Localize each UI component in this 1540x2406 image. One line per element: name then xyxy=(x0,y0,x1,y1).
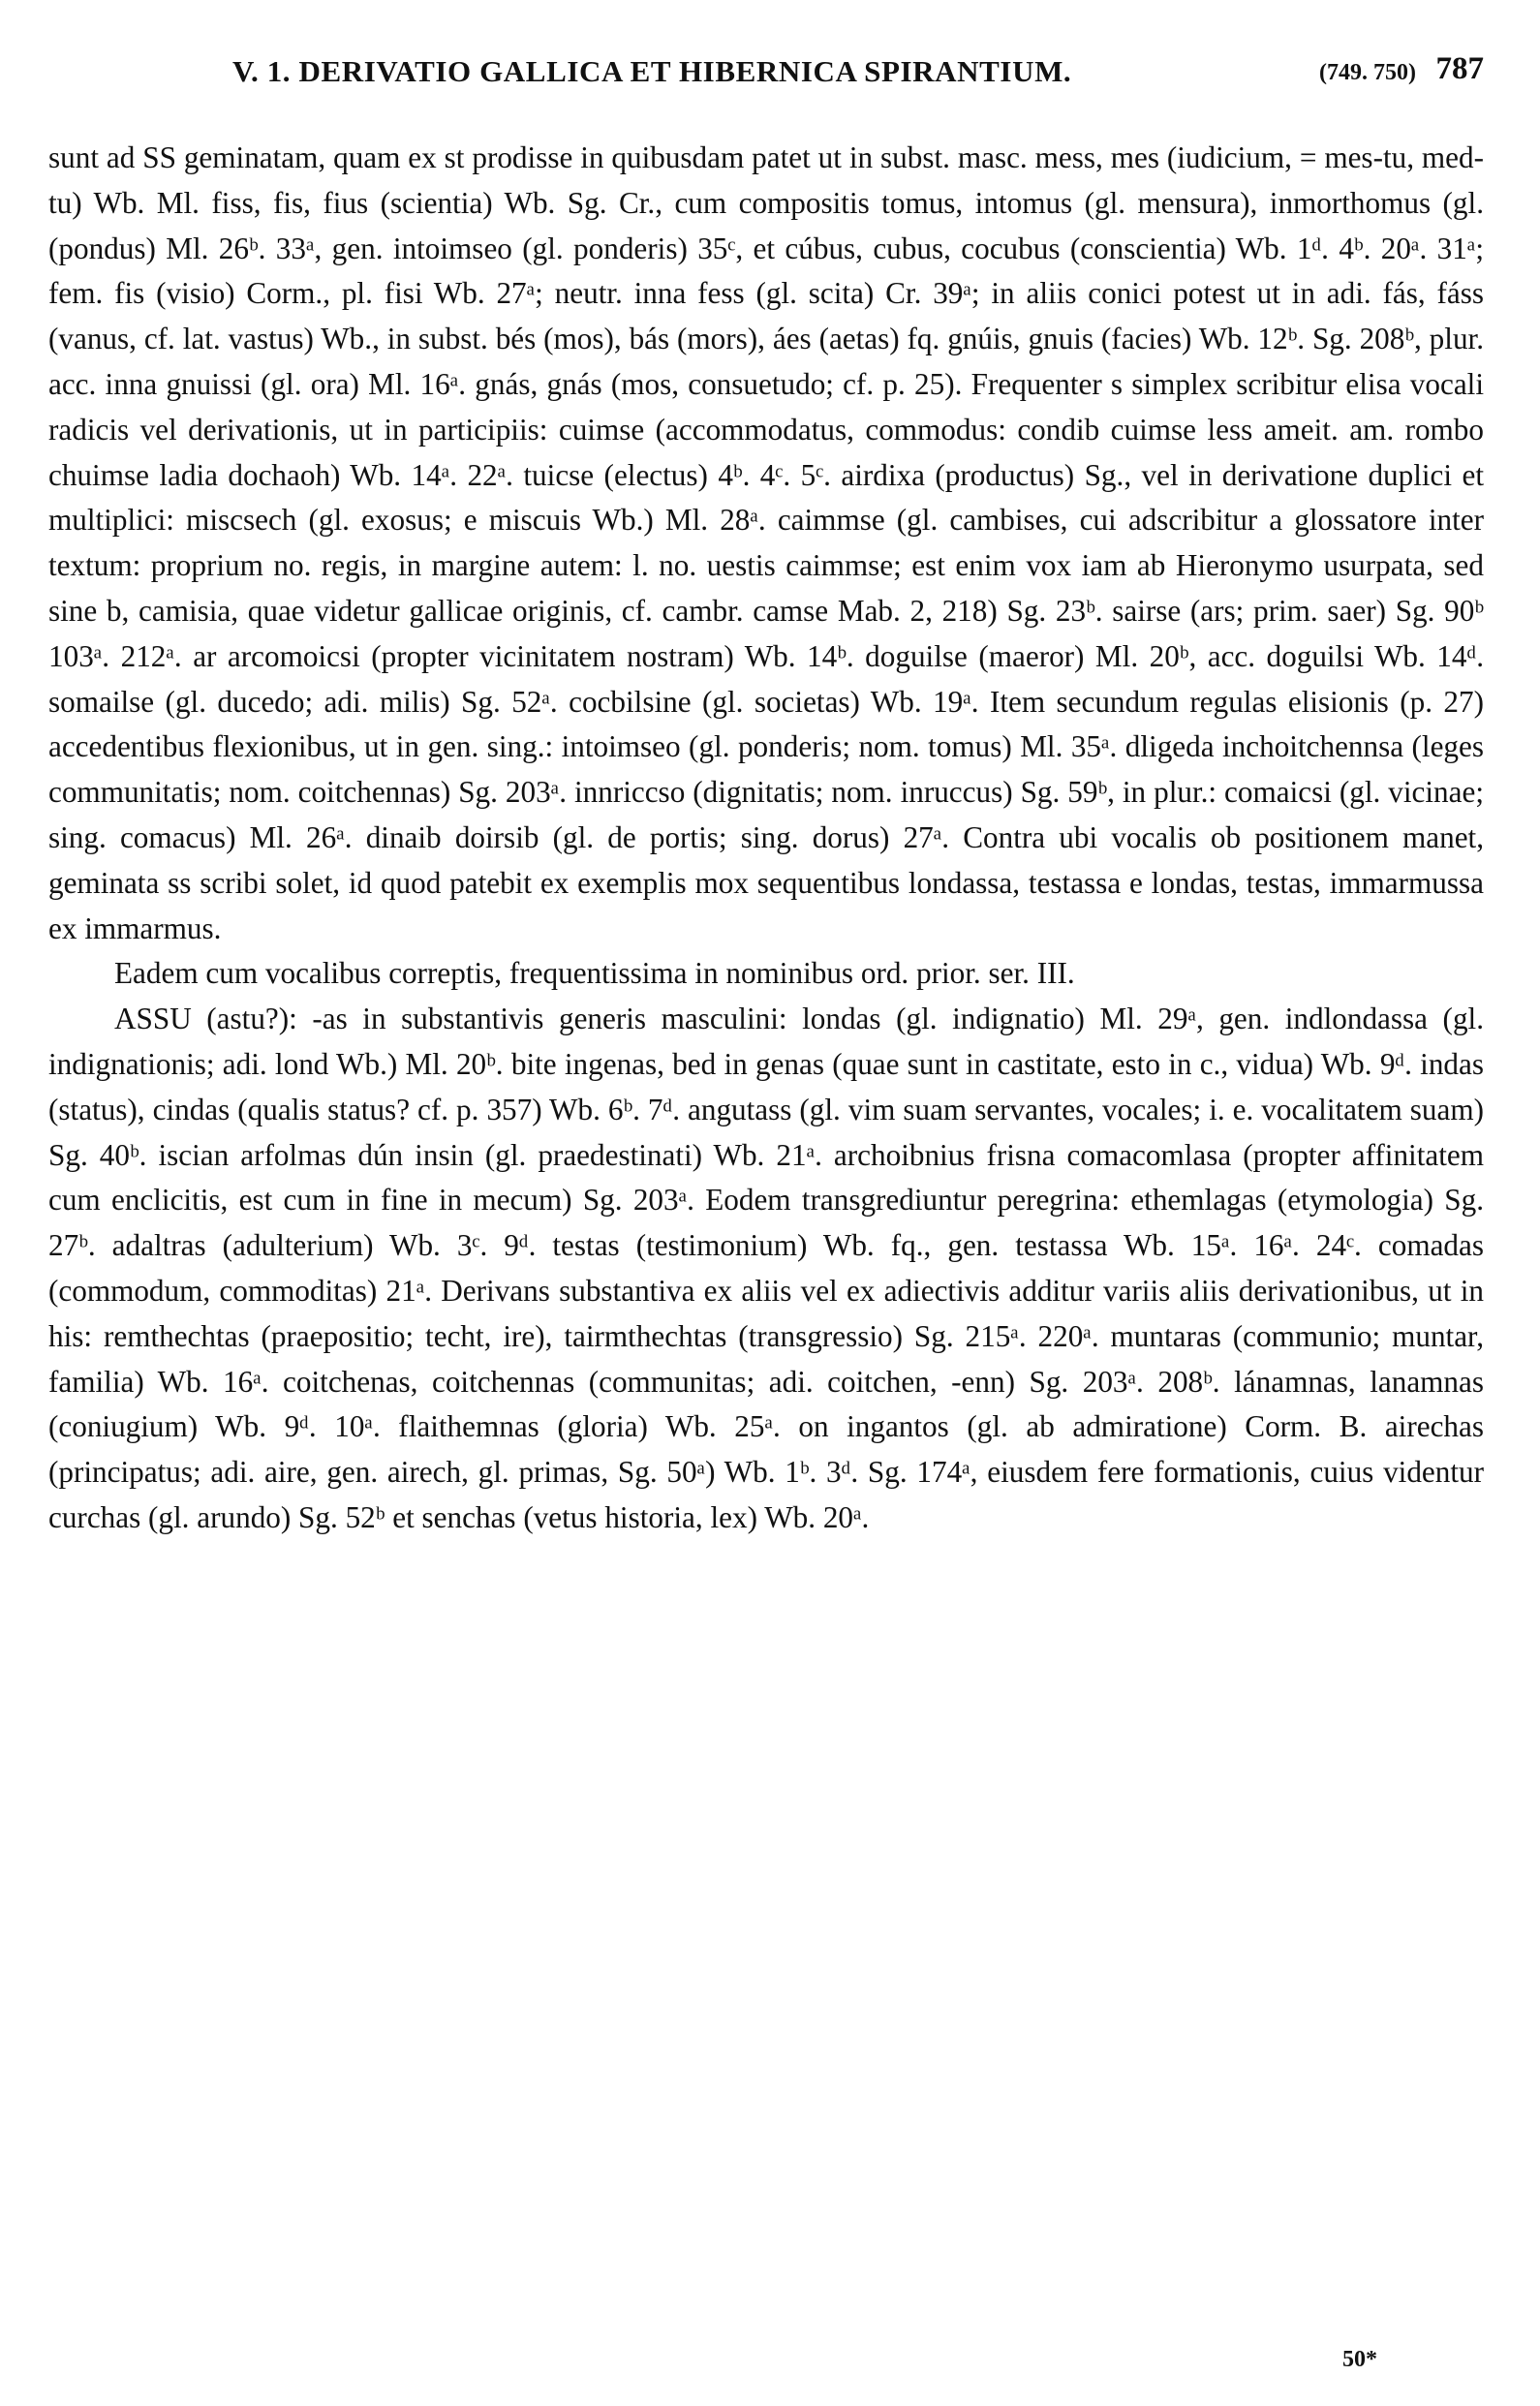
paragraph: sunt ad SS geminatam, quam ex st prodisse in quibusdam patet ut in subst. masc. mess, mes (iudicium, = mes-tu, med-tu) Wb. Ml. fiss, fis, fius (scientia) Wb. Sg. Cr., cum compositis tomus, intomus (gl. mensura), inmorthomus (gl. (pondus) Ml. 26ᵇ. 33ᵃ, gen. intoimseo (gl. ponderis) 35ᶜ, et cúbus, cubus, cocubus (conscientia) Wb. 1ᵈ. 4ᵇ. 20ᵃ. 31ᵃ; fem. fis (visio) Corm., pl. fisi Wb. 27ᵃ; neutr. inna fess (gl. scita) Cr. 39ᵃ; in aliis conici potest ut in adi. fás, fáss (vanus, cf. lat. vastus) Wb., in subst. bés (mos), bás (mors), áes (aetas) fq. gnúis, gnuis (facies) Wb. 12ᵇ. Sg. 208ᵇ, plur. acc. inna gnuissi (gl. ora) Ml. 16ᵃ. gnás, gnás (mos, consuetudo; cf. p. 25). Frequenter s simplex scribitur elisa vocali radicis vel derivationis, ut in participiis: cuimse (accommodatus, commodus: condib cuimse less ameit. am. rombo chuimse ladia dochaoh) Wb. 14ᵃ. 22ᵃ. tuicse (electus) 4ᵇ. 4ᶜ. 5ᶜ. airdixa (productus) Sg., vel in derivatione duplici et multiplici: miscsech (gl. exosus; e miscuis Wb.) Ml. 28ᵃ. caimmse (gl. cambises, cui adscribitur a glossatore inter textum: proprium no. regis, in margine autem: l. no. uestis caimmse; est enim vox iam ab Hieronymo usurpata, sed sine b, camisia, quae videtur gallicae originis, cf. cambr. camse Mab. 2, 218) Sg. 23ᵇ. sairse (ars; prim. saer) Sg. 90ᵇ 103ᵃ. 212ᵃ. ar arcomoicsi (propter vicinitatem nostram) Wb. 14ᵇ. doguilse (maeror) Ml. 20ᵇ, acc. doguilsi Wb. 14ᵈ. somailse (gl. ducedo; adi. milis) Sg. 52ᵃ. cocbilsine (gl. societas) Wb. 19ᵃ. Item secundum regulas elisionis (p. 27) accedentibus flexionibus, ut in gen. sing.: intoimseo (gl. ponderis; nom. tomus) Ml. 35ᵃ. dligeda inchoitchennsa (leges communitatis; nom. coitchennas) Sg. 203ᵃ. innriccso (dignitatis; nom. inruccus) Sg. 59ᵇ, in plur.: comaicsi (gl. vicinae; sing. comacus) Ml. 26ᵃ. dinaib doirsib (gl. de portis; sing. dorus) 27ᵃ. Contra ubi vocalis ob positionem manet, geminata ss scribi solet, id quod patebit ex exemplis mox sequentibus londassa, testassa e londas, testas, immarmussa ex immarmus. xyxy=(48,140,1484,945)
book-page xyxy=(48,48,1484,2373)
paragraph: Eadem cum vocalibus correptis, frequentissima in nominibus ord. prior. ser. III. xyxy=(114,956,1075,991)
body-text xyxy=(48,136,1484,1541)
page-number: 787 xyxy=(1435,51,1484,86)
paragraph: ASSU (astu?): -as in substantivis generis masculini: londas (gl. indignatio) Ml. 29ᵃ, gen. indlondassa (gl. indignationis; adi. lond Wb.) Ml. 20ᵇ. bite ingenas, bed in genas (quae sunt in castitate, esto in c., vidua) Wb. 9ᵈ. indas (status), cindas (qualis status? cf. p. 357) Wb. 6ᵇ. 7ᵈ. angutass (gl. vim suam servantes, vocales; i. e. vocalitatem suam) Sg. 40ᵇ. iscian arfolmas dún insin (gl. praedestinati) Wb. 21ᵃ. archoibnius frisna comacomlasa (propter affinitatem cum enclicitis, est cum in fine in mecum) Sg. 203ᵃ. Eodem transgrediuntur peregrina: ethemlagas (etymologia) Sg. 27ᵇ. adaltras (adulterium) Wb. 3ᶜ. 9ᵈ. testas (testimonium) Wb. fq., gen. testassa Wb. 15ᵃ. 16ᵃ. 24ᶜ. comadas (commodum, commoditas) 21ᵃ. Derivans substantiva ex aliis vel ex adiectivis additur variis aliis derivationibus, ut in his: remthechtas (praepositio; techt, ire), tairmthechtas (transgressio) Sg. 215ᵃ. 220ᵃ. muntaras (communio; muntar, familia) Wb. 16ᵃ. coitchenas, coitchennas (communitas; adi. coitchen, -enn) Sg. 203ᵃ. 208ᵇ. lánamnas, lanamnas (coniugium) Wb. 9ᵈ. 10ᵃ. flaithemnas (gloria) Wb. 25ᵃ. on ingantos (gl. ab admiratione) Corm. B. airechas (principatus; adi. aire, gen. airech, gl. primas, Sg. 50ᵃ) Wb. 1ᵇ. 3ᵈ. Sg. 174ᵃ, eiusdem fere formationis, cuius videntur curchas (gl. arundo) Sg. 52ᵇ et senchas (vetus historia, lex) Wb. 20ᵃ. xyxy=(48,1002,1484,1534)
section-numbers: (749. 750) xyxy=(1319,60,1416,85)
printer-signature: 50* xyxy=(1342,2347,1377,2372)
page-header xyxy=(48,48,1484,116)
running-head: V. 1. DERIVATIO GALLICA ET HIBERNICA SPIRANTIUM. xyxy=(232,54,1072,88)
